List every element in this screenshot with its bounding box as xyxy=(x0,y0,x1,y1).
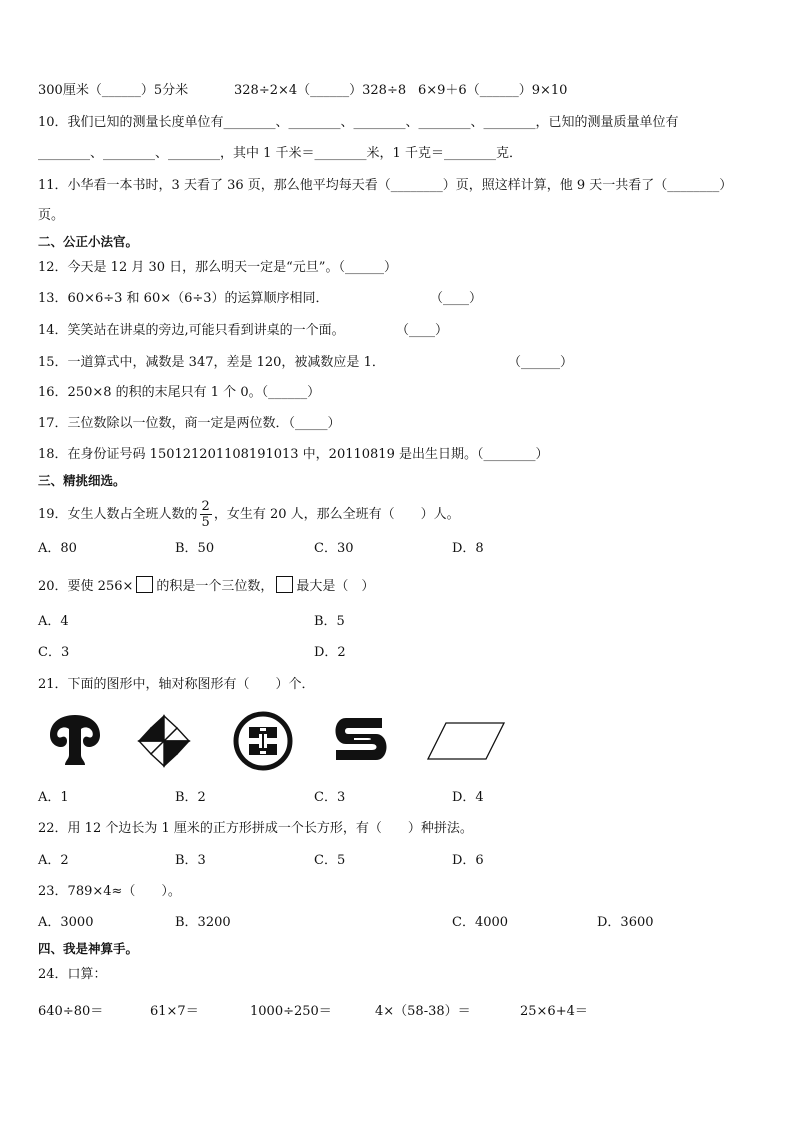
q19-option-a[interactable]: A．80 xyxy=(38,541,77,556)
q10-line1: 10．我们已知的测量长度单位有________、________、________、________、________，已知的测量质量单位有 xyxy=(38,115,679,130)
question-16: 16．250×8 的积的末尾只有 1 个 0。（______） xyxy=(38,385,321,400)
q24-title: 24．口算： xyxy=(38,967,107,982)
q9-compare-c: 6×9＋6（______）9×10 xyxy=(418,83,568,98)
q19-option-b[interactable]: B．50 xyxy=(175,541,215,556)
q24-item-4: 4×（58-38）＝ xyxy=(375,1004,471,1019)
q21-option-a[interactable]: A．1 xyxy=(38,790,69,805)
question-19 xyxy=(38,498,460,532)
q13-answer-blank: （____） xyxy=(430,291,483,306)
q10-line2: ________、________、________，其中 1 千米＝________米，1 千克＝________克． xyxy=(38,146,522,161)
figure-t-shape xyxy=(48,713,102,767)
q20-option-c[interactable]: C．3 xyxy=(38,645,70,660)
figure-bank-logo xyxy=(233,711,293,771)
q11-line1: 11．小华看一本书时，3 天看了 36 页，那么他平均每天看（________）页，照这样计算，他 9 天一共看了（________） xyxy=(38,178,733,193)
q20-text-post: 最大是（ ） xyxy=(296,579,375,594)
q9-compare-a: 300厘米（______）5分米 xyxy=(38,83,189,98)
q11-line2: 页。 xyxy=(38,208,65,223)
q20-blank-box-2 xyxy=(276,576,293,593)
q14-answer-blank: （____） xyxy=(396,323,449,338)
section-heading-2: 二、公正小法官。 xyxy=(38,234,139,249)
q23-option-c[interactable]: C．4000 xyxy=(452,915,509,930)
q23-option-d[interactable]: D．3600 xyxy=(597,915,654,930)
question-21: 21．下面的图形中，轴对称图形有（ ）个． xyxy=(38,677,315,692)
q22-option-c[interactable]: C．5 xyxy=(314,853,346,868)
q15-answer-blank: （______） xyxy=(508,355,574,370)
q20-text-mid: 的积是一个三位数， xyxy=(156,579,274,594)
q22-option-b[interactable]: B．3 xyxy=(175,853,206,868)
q24-item-1: 640÷80＝ xyxy=(38,1004,104,1019)
q23-option-b[interactable]: B．3200 xyxy=(175,915,231,930)
q19-fraction xyxy=(200,499,212,530)
q24-item-3: 1000÷250＝ xyxy=(250,1004,332,1019)
q21-option-d[interactable]: D．4 xyxy=(452,790,484,805)
q22-option-a[interactable]: A．2 xyxy=(38,853,69,868)
q24-item-5: 25×6+4＝ xyxy=(520,1004,588,1019)
q20-option-d[interactable]: D．2 xyxy=(314,645,346,660)
question-14: 14．笑笑站在讲桌的旁边,可能只看到讲桌的一个面。 xyxy=(38,323,345,338)
q21-option-c[interactable]: C．3 xyxy=(314,790,346,805)
q19-option-d[interactable]: D．8 xyxy=(452,541,484,556)
q20-option-a[interactable]: A．4 xyxy=(38,614,69,629)
figure-pinwheel xyxy=(135,712,193,770)
question-12: 12．今天是 12 月 30 日，那么明天一定是“元旦”。（______） xyxy=(38,260,397,275)
q19-numerator: 2 xyxy=(201,499,210,514)
q20-blank-box-1 xyxy=(136,576,153,593)
q22-option-d[interactable]: D．6 xyxy=(452,853,484,868)
q20-text-pre: 20．要使 256× xyxy=(38,579,134,594)
q19-denominator: 5 xyxy=(201,515,210,530)
question-22: 22．用 12 个边长为 1 厘米的正方形拼成一个长方形，有（ ）种拼法。 xyxy=(38,821,473,836)
question-15: 15．一道算式中，减数是 347，差是 120，被减数应是 1． xyxy=(38,355,385,370)
q9-compare-b: 328÷2×4（______）328÷8 xyxy=(234,83,407,98)
q19-text-post: ，女生有 20 人，那么全班有（ ）人。 xyxy=(213,507,460,522)
question-23: 23．789×4≈（ ）。 xyxy=(38,884,181,899)
section-heading-4: 四、我是神算手。 xyxy=(38,941,139,956)
question-18: 18．在身份证号码 150121201108191013 中，20110819 是出生日期。（________） xyxy=(38,447,549,462)
question-13: 13．60×6÷3 和 60×（6÷3）的运算顺序相同． xyxy=(38,291,329,306)
q23-option-a[interactable]: A．3000 xyxy=(38,915,94,930)
question-17: 17．三位数除以一位数，商一定是两位数．（_____） xyxy=(38,416,341,431)
figure-s-shape xyxy=(332,716,390,764)
q24-item-2: 61×7＝ xyxy=(150,1004,199,1019)
q20-option-b[interactable]: B．5 xyxy=(314,614,345,629)
q19-text-pre: 19．女生人数占全班人数的 xyxy=(38,507,198,522)
q21-option-b[interactable]: B．2 xyxy=(175,790,206,805)
question-20 xyxy=(38,576,374,596)
q19-option-c[interactable]: C．30 xyxy=(314,541,354,556)
figure-parallelogram xyxy=(426,721,506,761)
section-heading-3: 三、精挑细选。 xyxy=(38,473,126,488)
